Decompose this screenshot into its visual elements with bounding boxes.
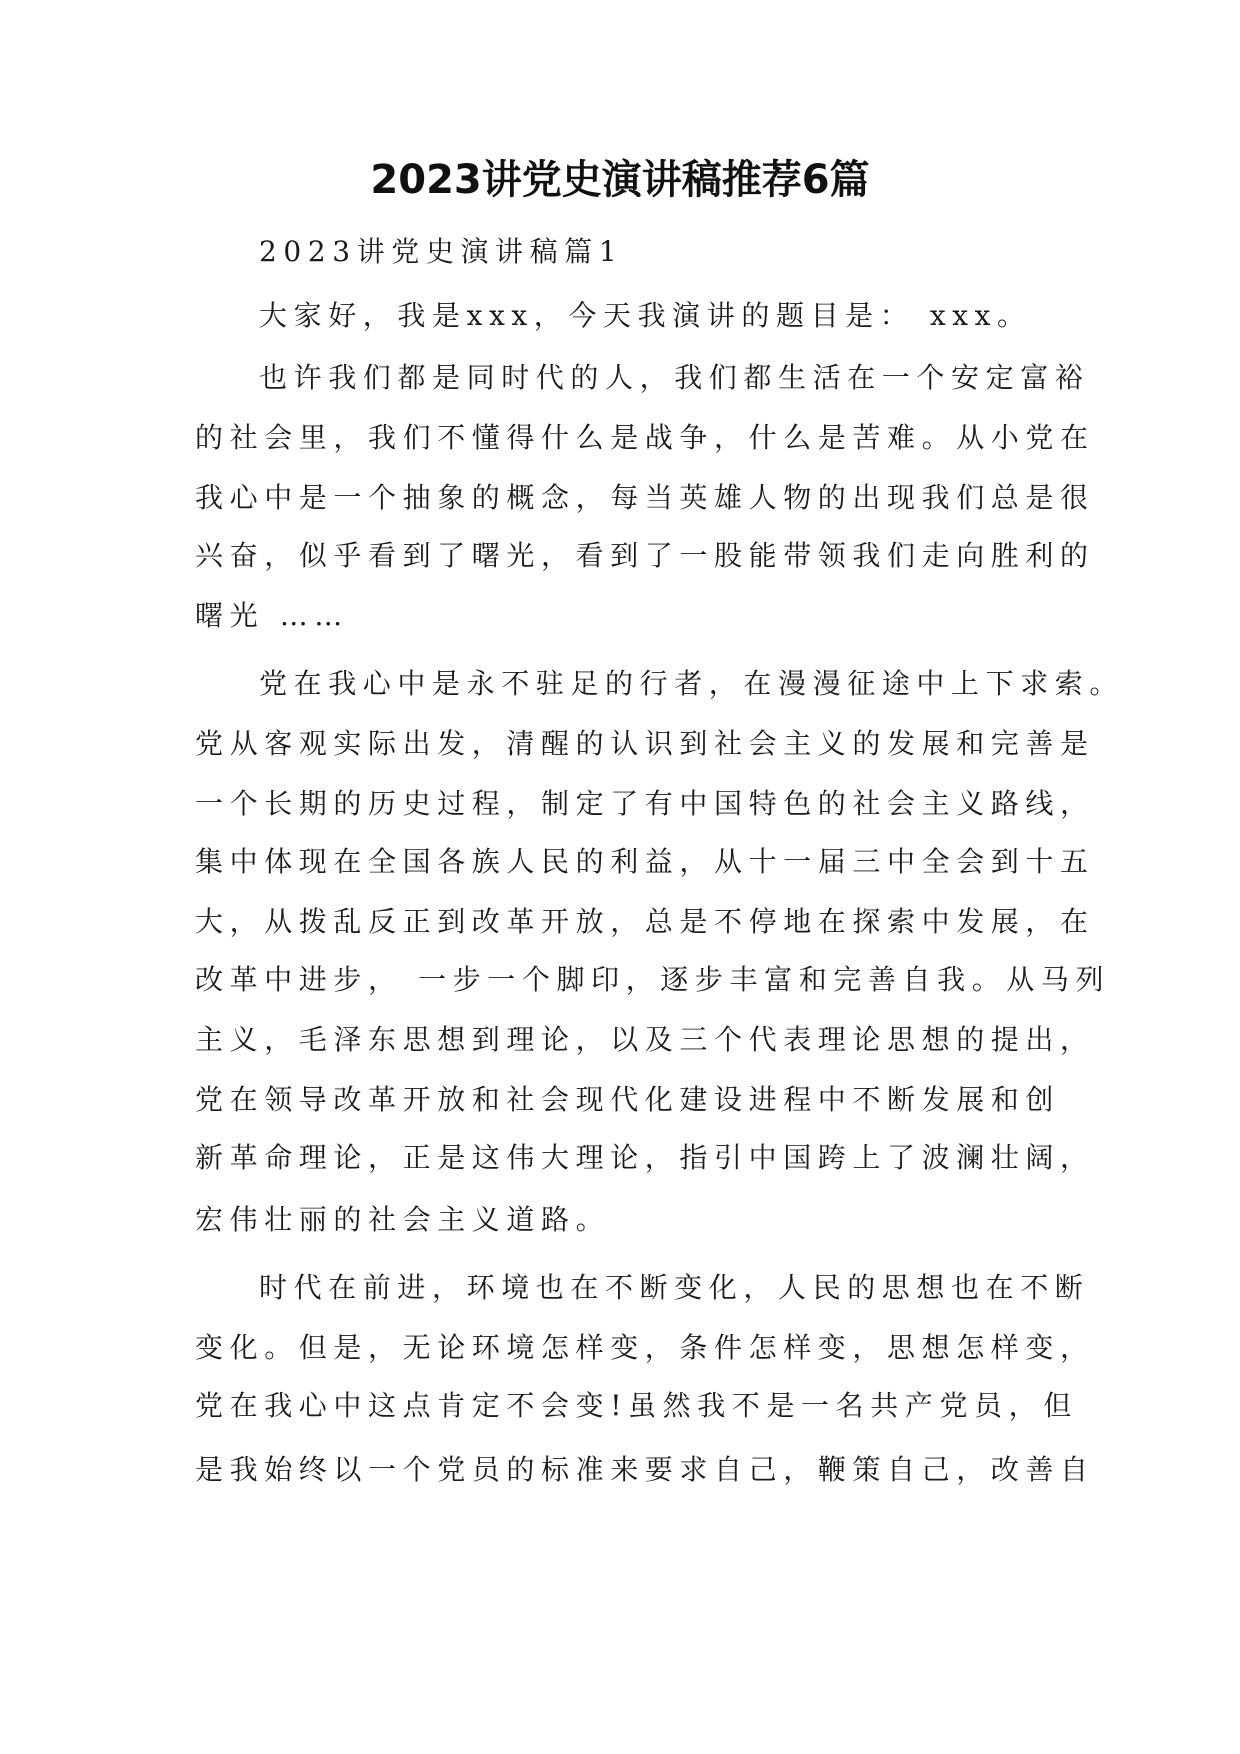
paragraph-line: 主义，毛泽东思想到理论，以及三个代表理论思想的提出， bbox=[195, 1023, 1095, 1056]
paragraph-line: 的社会里，我们不懂得什么是战争，什么是苦难。从小党在 bbox=[195, 421, 1095, 454]
paragraph-line: 大，从拨乱反正到改革开放，总是不停地在探索中发展，在 bbox=[195, 905, 1095, 938]
document-title: 2023讲党史演讲稿推荐6篇 bbox=[370, 157, 870, 203]
paragraph-line: 改革中进步， 一步一个脚印，逐步丰富和完善自我。从马列 bbox=[195, 963, 1111, 996]
paragraph-line: 党从客观实际出发，清醒的认识到社会主义的发展和完善是 bbox=[195, 727, 1095, 760]
paragraph-line: 一个长期的历史过程，制定了有中国特色的社会主义路线， bbox=[195, 787, 1095, 820]
paragraph-line: 党在我心中是永不驻足的行者，在漫漫征途中上下求索。 bbox=[259, 667, 1125, 700]
paragraph-line: 是我始终以一个党员的标准来要求自己，鞭策自己，改善自 bbox=[195, 1453, 1095, 1486]
paragraph-line: 曙光 …… bbox=[195, 599, 349, 632]
paragraph-line: 新革命理论，正是这伟大理论，指引中国跨上了波澜壮阔， bbox=[195, 1141, 1095, 1174]
paragraph-line: 宏伟壮丽的社会主义道路。 bbox=[195, 1203, 611, 1236]
paragraph-line: 我心中是一个抽象的概念，每当英雄人物的出现我们总是很 bbox=[195, 481, 1095, 514]
paragraph-line: 时代在前进，环境也在不断变化，人民的思想也在不断 bbox=[259, 1271, 1090, 1304]
section-heading: 2023讲党史演讲稿篇1 bbox=[259, 235, 624, 268]
paragraph-line: 兴奋，似乎看到了曙光，看到了一股能带领我们走向胜利的 bbox=[195, 539, 1095, 572]
paragraph-line: 党在我心中这点肯定不会变!虽然我不是一名共产党员，但 bbox=[195, 1389, 1078, 1422]
paragraph-line: 大家好，我是xxx，今天我演讲的题目是： xxx。 bbox=[259, 299, 1032, 332]
paragraph-line: 变化。但是，无论环境怎样变，条件怎样变，思想怎样变， bbox=[195, 1331, 1095, 1364]
paragraph-line: 党在领导改革开放和社会现代化建设进程中不断发展和创 bbox=[195, 1083, 1061, 1116]
paragraph-line: 集中体现在全国各族人民的利益，从十一届三中全会到十五 bbox=[195, 845, 1095, 878]
paragraph-line: 也许我们都是同时代的人，我们都生活在一个安定富裕 bbox=[259, 361, 1090, 394]
